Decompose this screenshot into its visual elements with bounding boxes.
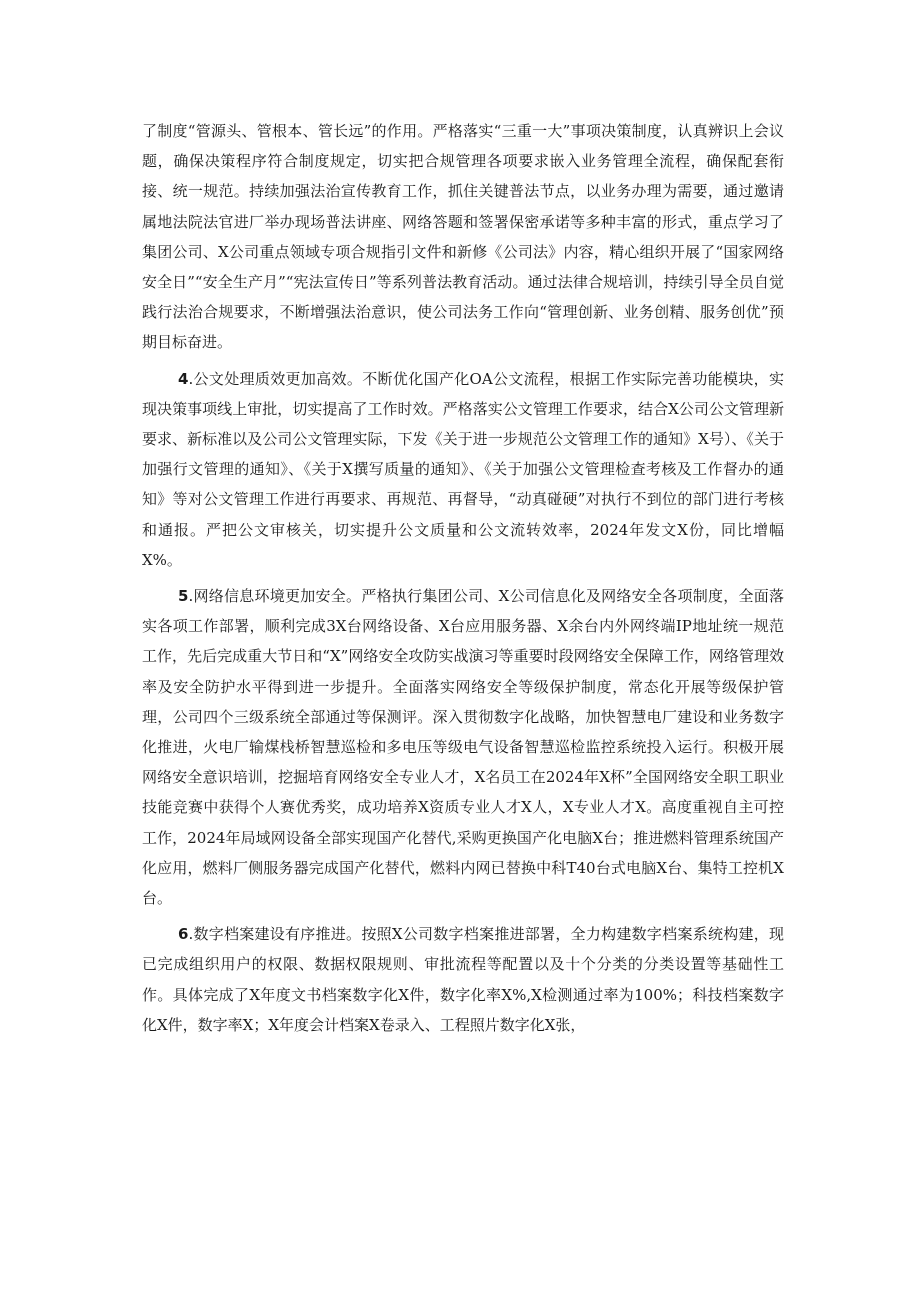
paragraph-text: .数字档案建设有序推进。按照X公司数字档案推进部署，全力构建数字档案系统构建，现已完成组织用户的权限、数据权限规则、审批流程等配置以及十个分类的分类设置等基础性工作。具体完成了X年度文书档案数字化X件，数字化率X%,X检测通过率为100%；科技档案数字化X件，数字率X；X年度会计档案X卷录入、工程照片数字化X张， xyxy=(142,925,784,1034)
paragraph-item-6 xyxy=(142,919,784,1040)
item-number: 5 xyxy=(178,587,189,606)
paragraph-text: .公文处理质效更加高效。不断优化国产化OA公文流程，根据工作实际完善功能模块，实现决策事项线上审批，切实提高了工作时效。严格落实公文管理工作要求，结合X公司公文管理新要求、新标准以及公司公文管理实际，下发《关于进一步规范公文管理工作的通知》X号）、《关于加强行文管理的通知》、《关于X撰写质量的通知》、《关于加强公文管理检查考核及工作督办的通知》等对公文管理工作进行再要求、再规范、再督导，“动真碰硬”对执行不到位的部门进行考核和通报。严把公文审核关，切实提升公文质量和公文流转效率，2024年发文X份，同比增幅X%。 xyxy=(142,369,784,569)
item-number: 6 xyxy=(178,925,189,944)
paragraph-text: .网络信息环境更加安全。严格执行集团公司、X公司信息化及网络安全各项制度，全面落实各项工作部署，顺利完成3X台网络设备、X台应用服务器、X余台内外网终端IP地址统一规范工作，先后完成重大节日和“X”网络安全攻防实战演习等重要时段网络安全保障工作，网络管理效率及安全防护水平得到进一步提升。全面落实网络安全等级保护制度，常态化开展等级保护管理，公司四个三级系统全部通过等保测评。深入贯彻数字化战略，加快智慧电厂建设和业务数字化推进，火电厂输煤栈桥智慧巡检和多电压等级电气设备智慧巡检监控系统投入运行。积极开展网络安全意识培训，挖掘培育网络安全专业人才，X名员工在2024年X杯”全国网络安全职工职业技能竞赛中获得个人赛优秀奖，成功培养X资质专业人才X人，X专业人才X。高度重视自主可控工作，2024年局域网设备全部实现国产化替代,采购更换国产化电脑X台；推进燃料管理系统国产化应用，燃料厂侧服务器完成国产化替代，燃料内网已替换中科T40台式电脑X台、集特工控机X台。 xyxy=(142,587,784,908)
paragraph-text: 了制度“管源头、管根本、管长远”的作用。严格落实“三重一大”事项决策制度，认真辨识上会议题，确保决策程序符合制度规定，切实把合规管理各项要求嵌入业务管理全流程，确保配套衔接、统一规范。持续加强法治宣传教育工作，抓住关键普法节点，以业务办理为需要，通过邀请属地法院法官进厂举办现场普法讲座、网络答题和签署保密承诺等多种丰富的形式，重点学习了集团公司、X公司重点领域专项合规指引文件和新修《公司法》内容，精心组织开展了“国家网络安全日”“安全生产月”“宪法宣传日”等系列普法教育活动。通过法律合规培训，持续引导全员自觉践行法治合规要求，不断增强法治意识，使公司法务工作向“管理创新、业务创精、服务创优”预期目标奋进。 xyxy=(142,122,784,352)
document-body xyxy=(142,116,784,1046)
paragraph-continuation xyxy=(142,116,784,358)
paragraph-item-5 xyxy=(142,581,784,913)
item-number: 4 xyxy=(178,369,189,388)
paragraph-item-4 xyxy=(142,364,784,575)
